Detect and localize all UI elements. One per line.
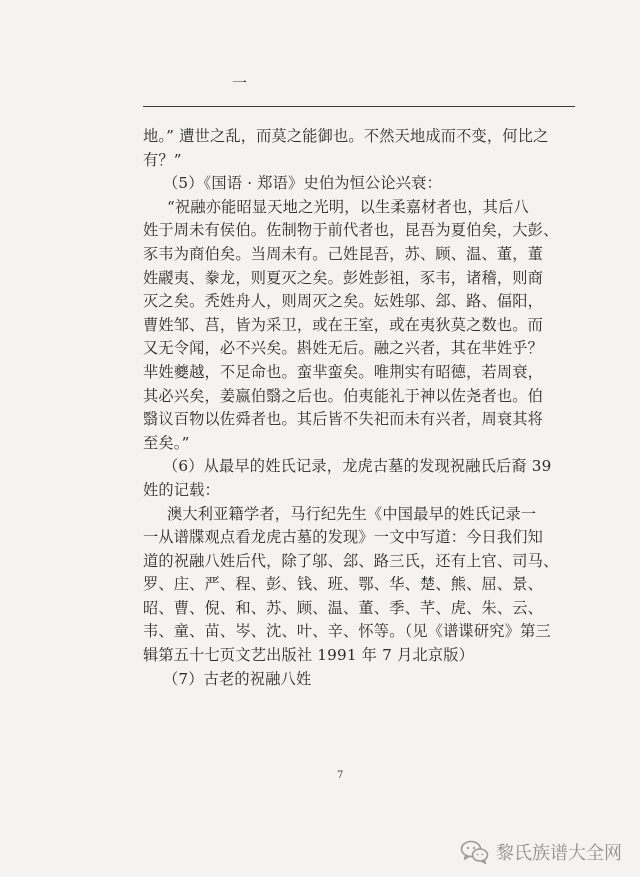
text-line: 又无令闻，必不兴矣。斟姓无后。融之兴者，其在芈姓乎？: [143, 339, 544, 358]
watermark-text: 黎氏族谱大全网: [496, 843, 622, 864]
text-line: 翳议百物以佐舜者也。其后皆不失祀而未有兴者，周衰其将: [143, 410, 544, 429]
text-line: 地。” 遭世之乱，而莫之能御也。不然天地成而不变，何比之: [143, 127, 549, 145]
text-line: 姓鬷夷、豢龙，则夏灭之矣。彭姓彭祖，豕韦，诸稽，则商: [143, 268, 544, 287]
header-rule: [143, 106, 575, 107]
text-line: 灭之矣。秃姓舟人，则周灭之矣。妘姓邬、郐、路、偪阳，: [143, 292, 544, 311]
text-line: 昭、曹、倪、和、苏、顾、温、董、季、芊、虎、朱、云、: [143, 598, 544, 617]
text-line: 豕韦为商伯矣。当周未有。己姓昆吾，苏、顾、温、董，董: [143, 244, 544, 263]
text-line: 至矣。”: [143, 433, 190, 452]
header-mark: 一: [232, 74, 248, 92]
text-line: （7）古老的祝融八姓: [163, 669, 312, 688]
body-text: [143, 125, 583, 691]
text-line: 道的祝融八姓后代，除了邬、郐、路三氏，还有上官、司马、: [143, 551, 559, 570]
text-line: 一从谱牒观点看龙虎古墓的发现》一文中写道：今日我们知: [143, 528, 544, 547]
wechat-icon: [460, 839, 490, 865]
text-line: 芈姓夔越，不足命也。蛮芈蛮矣。唯荆实有昭德，若周衰，: [143, 362, 544, 381]
text-line: 罗、庄、严、程、彭、钱、班、鄂、华、楚、熊、屈、景、: [143, 575, 544, 594]
text-line: 其必兴矣，姜嬴伯翳之后也。伯夷能礼于神以佐尧者也。伯: [143, 386, 544, 405]
text-line: 曹姓邹、莒，皆为采卫，或在王室，或在夷狄莫之数也。而: [143, 315, 544, 334]
text-line: 韦、童、苗、岑、沈、叶、辛、怀等。（见《谱谍研究》第三: [143, 622, 551, 641]
text-line: 澳大利亚籍学者，马行纪先生《中国最早的姓氏记录一: [167, 504, 537, 523]
text-line: 姓于周未有侯伯。佐制物于前代者也，昆吾为夏伯矣，大彭、: [143, 221, 559, 240]
watermark: [460, 835, 622, 869]
text-line: （5）《国语 · 郑语》史伯为恒公论兴衰：: [163, 174, 442, 193]
text-line: 姓的记载：: [143, 480, 220, 499]
text-line: （6）从最早的姓氏记录，龙虎古墓的发现祝融氏后裔 39: [163, 457, 552, 476]
text-line: “祝融亦能昭显天地之光明，以生柔嘉材者也，其后八: [167, 197, 529, 216]
text-line: 有？”: [143, 150, 182, 169]
text-line: 辑第五十七页文艺出版社 1991 年 7 月北京版）: [143, 646, 475, 665]
page-number: 7: [337, 770, 344, 781]
